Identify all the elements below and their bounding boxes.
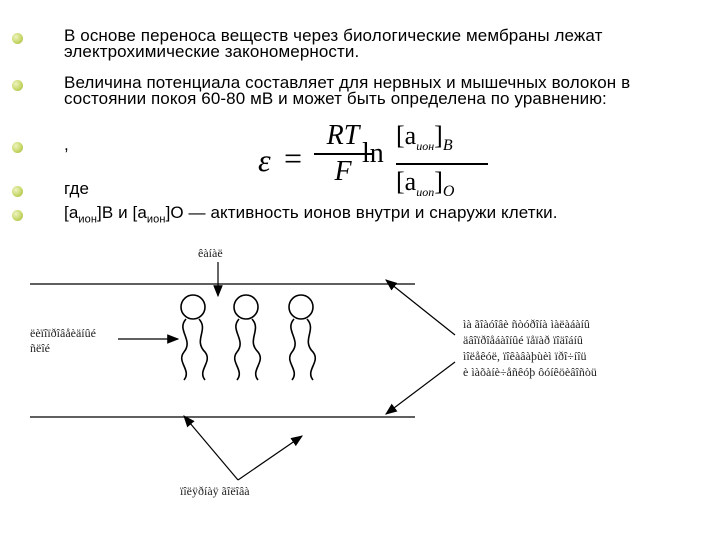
- ion-subscript-1: ион: [78, 213, 98, 226]
- activity-open-1: [a: [64, 203, 79, 222]
- formula-equals: =: [284, 140, 303, 176]
- lipid-molecule-3: [289, 295, 315, 380]
- formula-den-outer: O: [442, 183, 455, 201]
- formula-f: F: [334, 156, 352, 187]
- label-bilayer-line2: äâîïðîåáàîíûé ïåïàð ïîäîáíû: [463, 333, 583, 347]
- bullet-text-2: Величина потенциала составляет для нервных и мышечных волокон в состоянии покоя 60‑80 мВ и может быть определена по уравнению:: [64, 73, 631, 108]
- bullet-text-4: где: [64, 179, 90, 198]
- arrow-head-right: [238, 436, 302, 480]
- bullet-text-3: ,: [64, 135, 69, 154]
- formula-num-close: ]: [434, 121, 443, 150]
- ion-subscript-2: ион: [146, 213, 166, 226]
- label-bilayer-line3: ìîëåêóë, ïîêàâàþùèì ïðî÷íîü: [463, 349, 587, 363]
- arrow-right-lower: [386, 362, 455, 414]
- label-bilayer-line1: ìà ãîàóîâè ñòóðîíà ìàëàáàíû: [463, 317, 590, 331]
- formula-den-sub: иоп: [416, 185, 435, 200]
- bullet-text-1: В основе переноса веществ через биологические мембраны лежат электрохимические закономерности.: [64, 26, 603, 61]
- arrow-head-left: [184, 416, 238, 480]
- activity-close-1: ]В и [a: [97, 203, 147, 222]
- label-lipid-layer-line1: ëèïîïðîâåèäíûé: [30, 326, 96, 340]
- activity-close-2: ]О — активность ионов внутри и снаружи клетки.: [165, 203, 558, 222]
- formula-num-bracket: [a: [396, 121, 417, 150]
- formula-rt: RT: [326, 120, 360, 151]
- label-polar-head: ïîëÿðíàÿ ãîëîâà: [180, 484, 250, 498]
- arrow-right-upper: [386, 280, 455, 335]
- label-channel: êàíàë: [198, 246, 223, 260]
- lipid-molecule-2: [234, 295, 260, 380]
- lipid-molecule-1: [181, 295, 207, 380]
- formula-den-close: ]: [434, 167, 443, 197]
- label-bilayer-line4: è ìàõàíè÷åñêóþ ôóíêöèâîñòü: [463, 365, 597, 379]
- formula-num-outer: B: [442, 137, 453, 155]
- label-lipid-layer-line2: ñëîé: [30, 341, 50, 355]
- formula-ln: ln: [362, 138, 384, 169]
- formula-den-bracket: [a: [396, 167, 417, 197]
- formula-num-sub: ион: [416, 139, 435, 154]
- formula-epsilon: ε: [258, 142, 271, 178]
